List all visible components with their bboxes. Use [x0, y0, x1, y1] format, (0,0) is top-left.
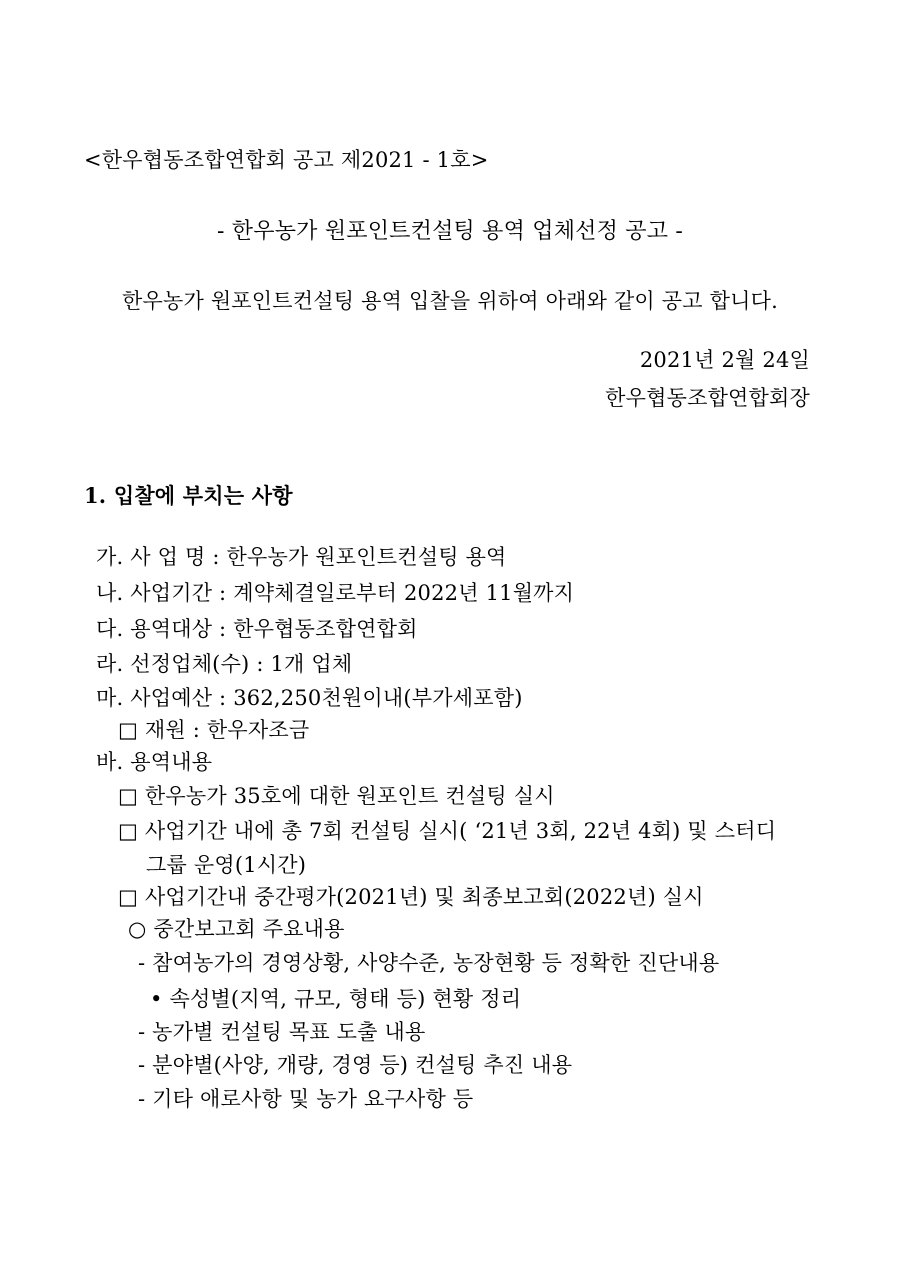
item-budget: 마. 사업예산 : 362,250천원이내(부가세포함) — [96, 686, 523, 710]
item-selected-company: 라. 선정업체(수) : 1개 업체 — [96, 652, 353, 676]
content-evaluation: □ 사업기간내 중간평가(2021년) 및 최종보고회(2022년) 실시 — [118, 885, 704, 909]
interim-attribute-status: • 속성별(지역, 규모, 형태 등) 현황 정리 — [150, 987, 522, 1011]
content-study-group: 그룹 운영(1시간) — [146, 853, 307, 877]
content-consulting-35: □ 한우농가 35호에 대한 원포인트 컨설팅 실시 — [118, 784, 555, 808]
notice-number: <한우협동조합연합회 공고 제2021 - 1호> — [84, 148, 489, 172]
issuer-name: 한우협동조합연합회장 — [605, 386, 810, 410]
content-consulting-7-times: □ 사업기간 내에 총 7회 컨설팅 실시( ‘21년 3회, 22년 4회) 및 스터디 — [118, 819, 777, 843]
item-service-content: 바. 용역내용 — [96, 750, 213, 774]
item-project-period: 나. 사업기간 : 계약체결일로부터 2022년 11월까지 — [96, 581, 575, 605]
interim-consulting-by-field: - 분야별(사양, 개량, 경영 등) 컨설팅 추진 내용 — [138, 1053, 573, 1077]
interim-other-issues: - 기타 애로사항 및 농가 요구사항 등 — [138, 1087, 474, 1111]
intro-text: 한우농가 원포인트컨설팅 용역 입찰을 위하여 아래와 같이 공고 합니다. — [122, 289, 778, 313]
item-service-target: 다. 용역대상 : 한우협동조합연합회 — [96, 617, 418, 641]
interim-diagnosis: - 참여농가의 경영상황, 사양수준, 농장현황 등 정확한 진단내용 — [138, 951, 720, 975]
item-project-name: 가. 사 업 명 : 한우농가 원포인트컨설팅 용역 — [96, 545, 507, 569]
item-funding-source: □ 재원 : 한우자조금 — [118, 718, 310, 742]
notice-date: 2021년 2월 24일 — [639, 348, 810, 372]
document-title: - 한우농가 원포인트컨설팅 용역 업체선정 공고 - — [216, 219, 683, 244]
section-heading: 1. 입찰에 부치는 사항 — [84, 483, 293, 508]
interim-consulting-goals: - 농가별 컨설팅 목표 도출 내용 — [138, 1020, 426, 1044]
interim-report-heading: ○ 중간보고회 주요내용 — [128, 917, 345, 941]
